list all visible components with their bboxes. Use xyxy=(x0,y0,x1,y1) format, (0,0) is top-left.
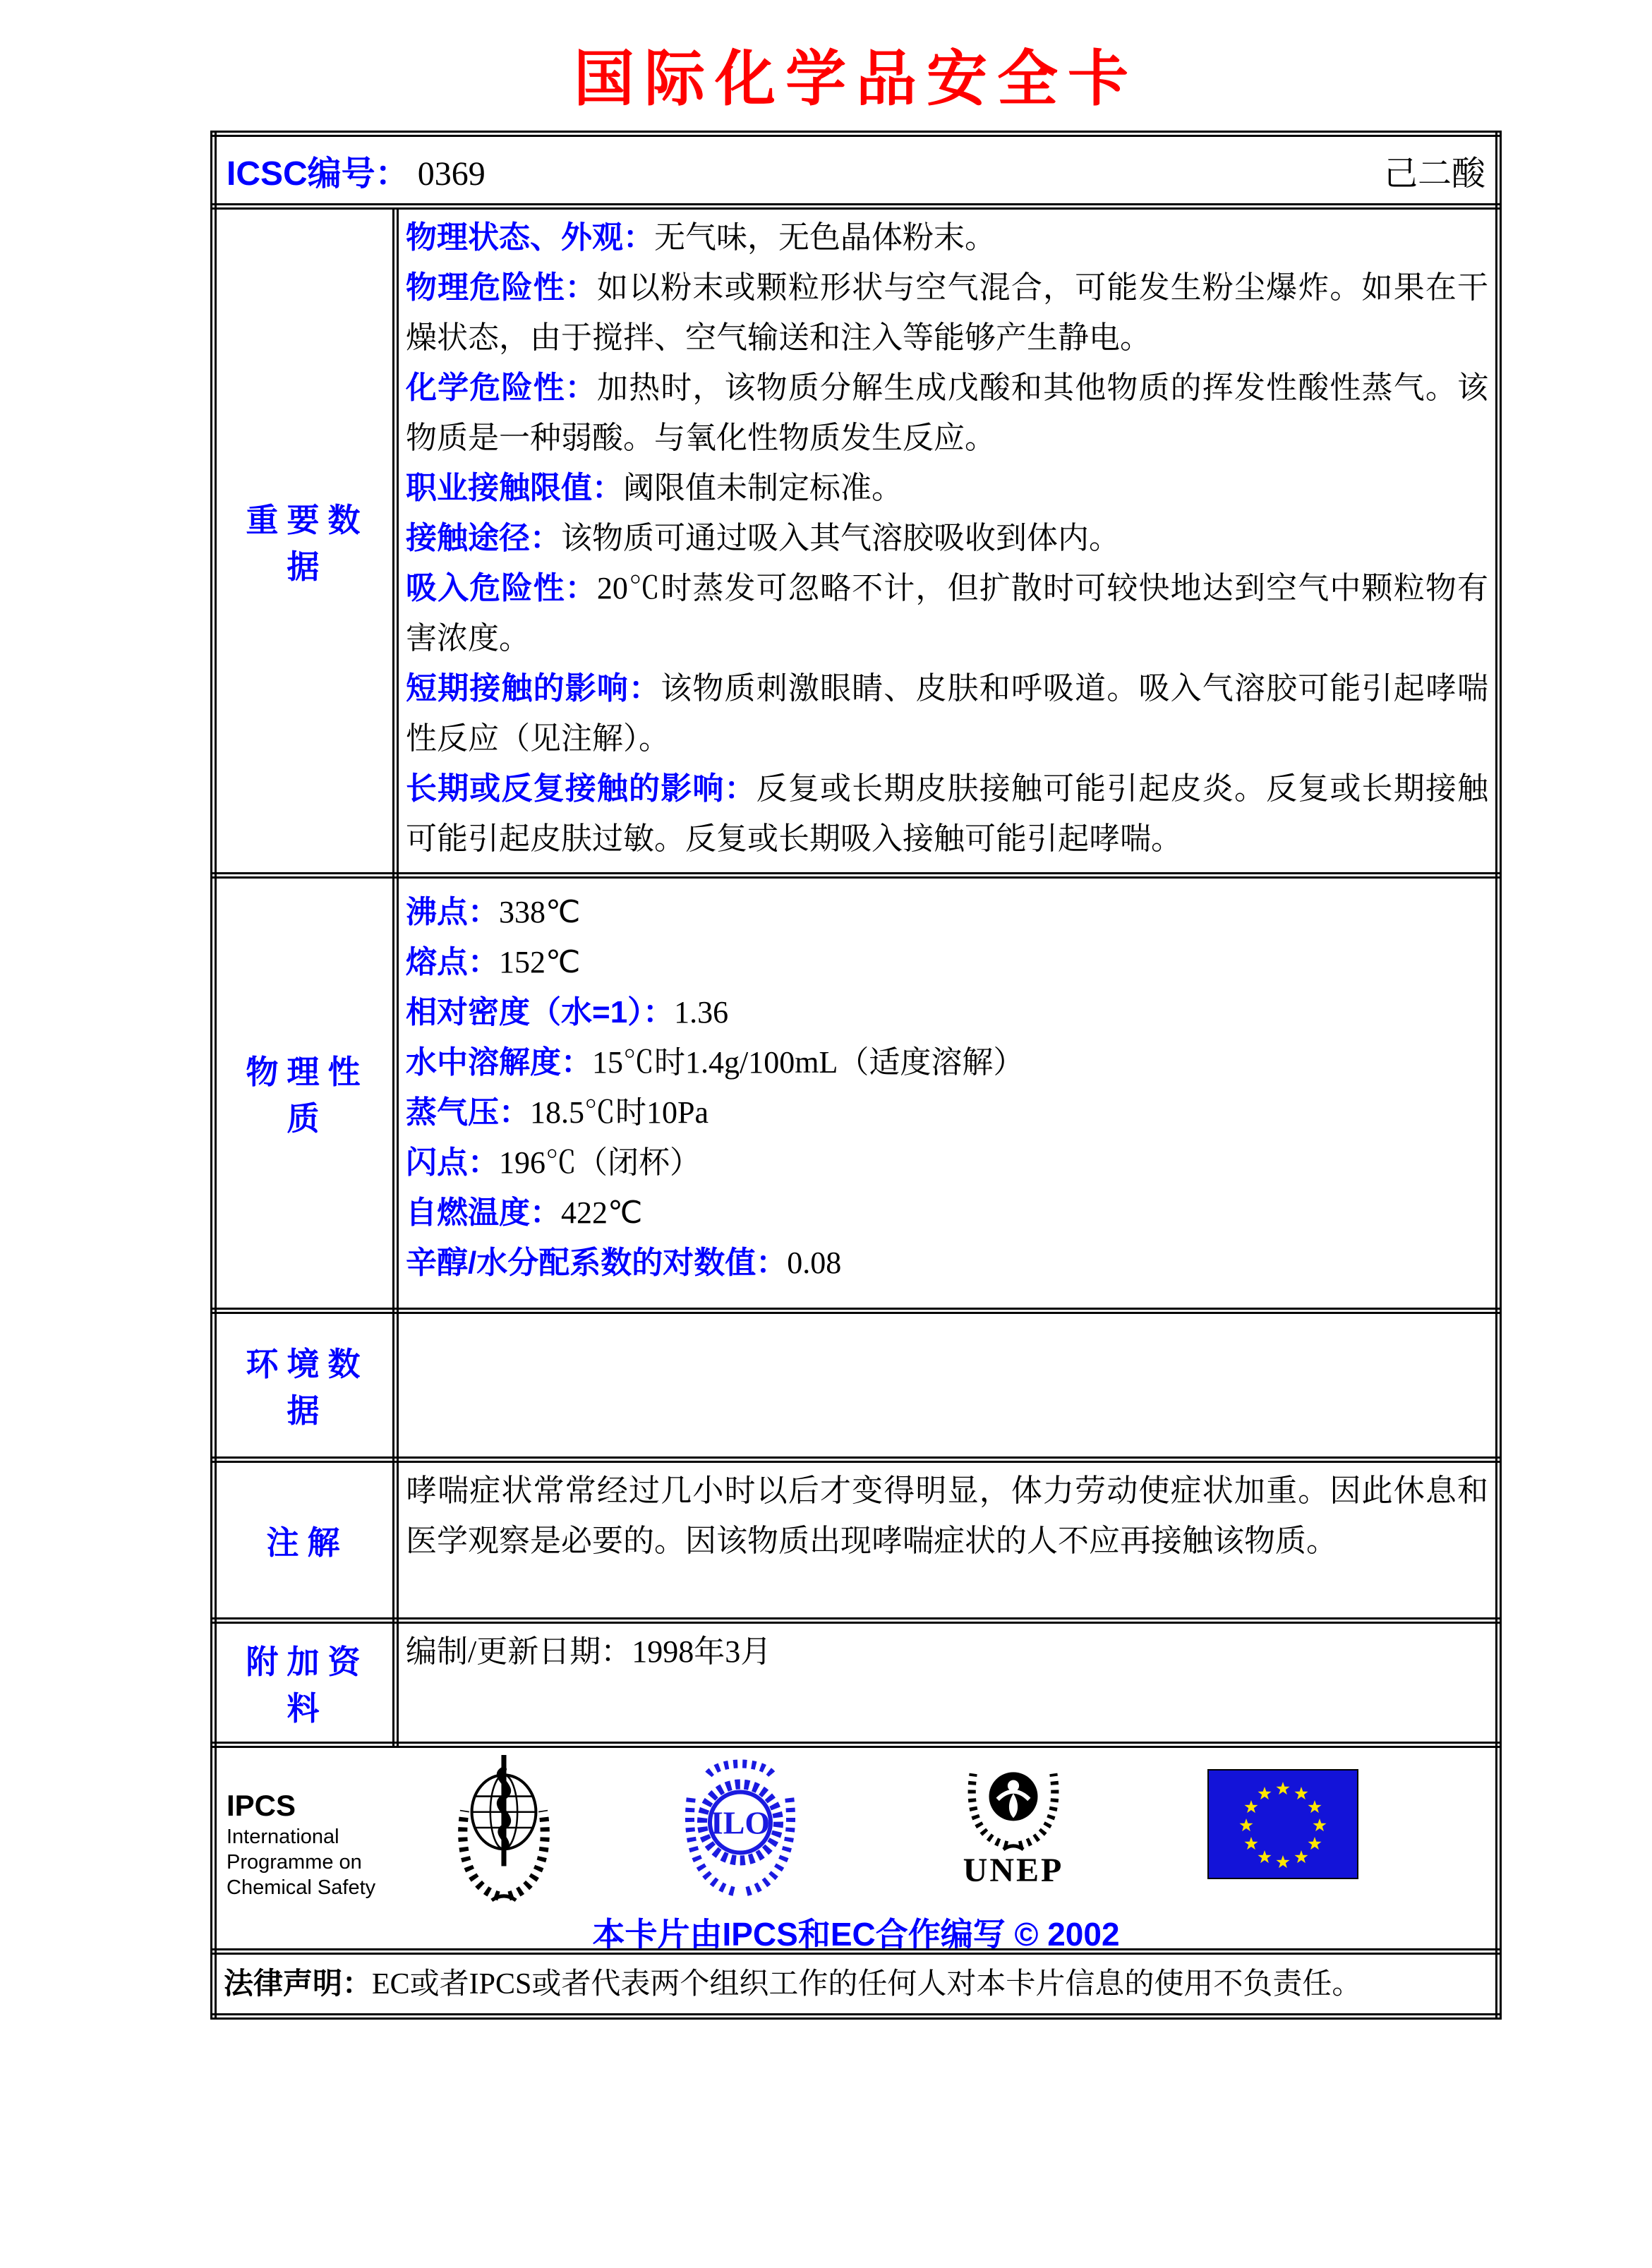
copyright: © 2002 xyxy=(1014,1916,1120,1953)
header-cell xyxy=(214,134,1499,207)
physical-item xyxy=(406,1037,1488,1087)
field-text: 如以粉末或颗粒形状与空气混合，可能发生粉尘爆炸。如果在干燥状态，由于搅拌、空气输送和注入等能够产生静电。 xyxy=(406,270,1489,355)
important-item xyxy=(406,212,1488,263)
icsc-number-label: ICSC编号： xyxy=(227,155,409,193)
who-emblem-icon xyxy=(450,1754,557,1908)
legal-label: 法律声明： xyxy=(224,1967,373,2000)
row-label-environment: 环境数据 xyxy=(214,1311,396,1460)
field-label: 短期接触的影响： xyxy=(406,671,661,706)
field-label: 沸点： xyxy=(406,895,499,929)
ilo-letters: ILO xyxy=(710,1804,771,1841)
ilo-emblem-icon xyxy=(679,1752,802,1902)
important-item xyxy=(406,513,1488,563)
field-text: 338℃ xyxy=(499,895,581,929)
logos-cell xyxy=(214,1745,1499,1952)
field-label: 职业接触限值： xyxy=(406,471,623,505)
additional-info-row xyxy=(214,1621,1499,1745)
unep-label: UNEP xyxy=(963,1852,1064,1889)
important-item xyxy=(406,463,1488,513)
ipcs-line-2: Programme on xyxy=(227,1851,362,1874)
chemical-name: 己二酸 xyxy=(1383,155,1485,193)
legal-text: EC或者IPCS或者代表两个组织工作的任何人对本卡片信息的使用不负责任。 xyxy=(372,1968,1362,2001)
field-label: 长期或反复接触的影响： xyxy=(406,771,756,806)
physical-item xyxy=(406,1188,1488,1238)
field-text: 422℃ xyxy=(561,1195,643,1230)
field-label: 物理危险性： xyxy=(406,270,597,305)
field-text: 20℃时蒸发可忽略不计，但扩散时可较快地达到空气中颗粒物有害浓度。 xyxy=(406,571,1489,656)
unep-emblem-icon xyxy=(953,1754,1073,1888)
caption-text: 本卡片由IPCS和EC合作编写 xyxy=(592,1916,1006,1953)
legal-row xyxy=(214,1952,1499,2017)
important-item xyxy=(406,363,1488,463)
field-text: 阈限值未制定标准。 xyxy=(623,471,903,505)
field-text: 加热时，该物质分解生成戊酸和其他物质的挥发性酸性蒸气。该物质是一种弱酸。与氧化性物质发生反应。 xyxy=(406,370,1489,455)
field-label: 闪点： xyxy=(406,1145,499,1180)
row-label-physical: 物理性质 xyxy=(214,876,396,1311)
row-label-important: 重要数据 xyxy=(214,207,396,876)
icsc-number xyxy=(227,146,486,195)
ipcs-acronym: IPCS xyxy=(227,1789,296,1822)
physical-properties-row xyxy=(214,876,1499,1311)
field-text: 196℃（闭杯） xyxy=(499,1145,701,1180)
field-label: 化学危险性： xyxy=(406,370,597,405)
field-label: 吸入危险性： xyxy=(406,571,597,605)
field-label: 辛醇/水分配系数的对数值： xyxy=(406,1245,788,1280)
eu-flag-icon xyxy=(1207,1769,1358,1883)
physical-item xyxy=(406,887,1488,937)
field-text: 152℃ xyxy=(499,945,581,979)
physical-item xyxy=(406,1087,1488,1138)
physical-item xyxy=(406,987,1488,1037)
field-text: 0.08 xyxy=(787,1245,842,1280)
ipcs-line-1: International xyxy=(227,1826,339,1848)
notes-text: 哮喘症状常常经过几小时以后才变得明显，体力劳动使症状加重。因此休息和医学观察是必要的。因该物质出现哮喘症状的人不应再接触该物质。 xyxy=(406,1473,1488,1558)
important-item xyxy=(406,663,1488,764)
notes-row xyxy=(214,1460,1499,1621)
ipcs-block xyxy=(227,1787,375,1900)
field-label: 接触途径： xyxy=(406,521,561,555)
legal-cell xyxy=(214,1952,1499,2017)
page-title: 国际化学品安全卡 xyxy=(574,45,1138,113)
important-item xyxy=(406,563,1488,663)
field-text: 该物质刺激眼睛、皮肤和呼吸道。吸入气溶胶可能引起哮喘性反应（见注解）。 xyxy=(406,671,1489,756)
logos-row xyxy=(214,1745,1499,1952)
important-data-cell xyxy=(396,207,1499,876)
physical-item xyxy=(406,1238,1488,1288)
notes-cell xyxy=(396,1460,1499,1621)
field-label: 水中溶解度： xyxy=(406,1045,592,1080)
environment-data-row xyxy=(214,1311,1499,1460)
field-text: 无气味，无色晶体粉末。 xyxy=(654,220,996,255)
row-label-additional: 附加资料 xyxy=(214,1621,396,1745)
field-label: 自燃温度： xyxy=(406,1195,561,1230)
footer-caption xyxy=(217,1909,1495,1955)
field-text: 18.5℃时10Pa xyxy=(530,1095,709,1130)
physical-item xyxy=(406,937,1488,987)
icsc-number-value: 0369 xyxy=(417,155,486,193)
field-label: 蒸气压： xyxy=(406,1095,530,1130)
header-row xyxy=(214,134,1499,207)
field-label: 相对密度（水=1）： xyxy=(406,995,675,1030)
physical-item xyxy=(406,1138,1488,1188)
field-label: 熔点： xyxy=(406,945,499,979)
important-item xyxy=(406,263,1488,363)
environment-data-cell xyxy=(396,1311,1499,1460)
icsc-table xyxy=(210,131,1502,2020)
field-text: 1.36 xyxy=(674,995,729,1030)
additional-info-text: 编制/更新日期：1998年3月 xyxy=(406,1634,772,1669)
field-label: 物理状态、外观： xyxy=(406,220,654,255)
field-text: 该物质可通过吸入其气溶胶吸收到体内。 xyxy=(561,521,1120,555)
important-item xyxy=(406,764,1488,864)
important-data-row xyxy=(214,207,1499,876)
field-text: 15℃时1.4g/100mL（适度溶解） xyxy=(592,1045,1025,1080)
row-label-notes: 注解 xyxy=(214,1460,396,1621)
additional-info-cell xyxy=(396,1621,1499,1745)
physical-properties-cell xyxy=(396,876,1499,1311)
field-text: 反复或长期皮肤接触可能引起皮炎。反复或长期接触可能引起皮肤过敏。反复或长期吸入接触可能引起哮喘。 xyxy=(406,771,1489,856)
ipcs-line-3: Chemical Safety xyxy=(227,1876,376,1899)
